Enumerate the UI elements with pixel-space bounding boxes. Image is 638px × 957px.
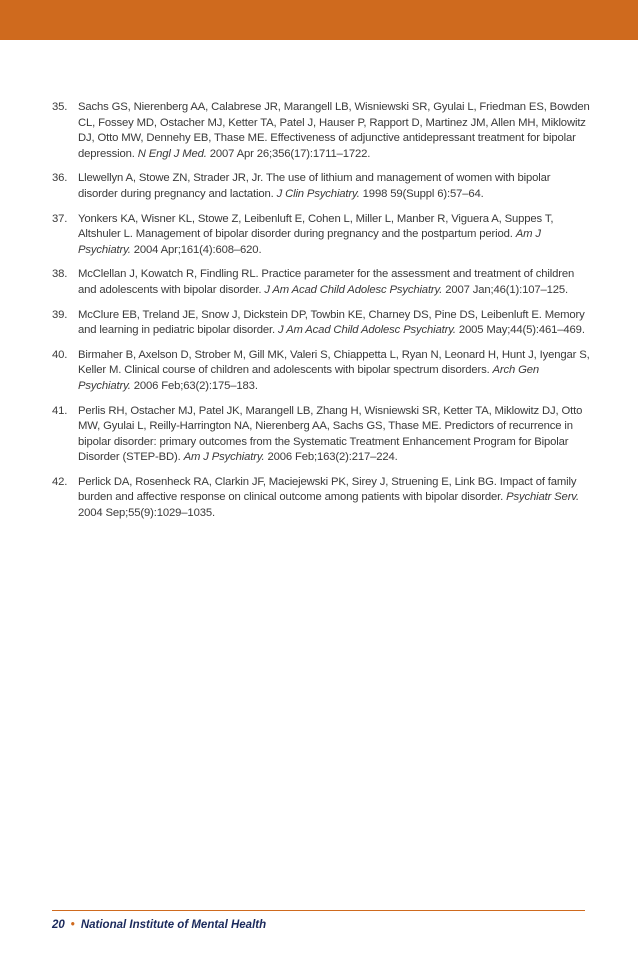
reference-text: Perlick DA, Rosenheck RA, Clarkin JF, Maciejewski PK, Sirey J, Struening E, Link BG. Impact of family burden and affective response on clinical outcome among patients with bipolar disorder.: [78, 475, 577, 504]
reference-journal: J Am Acad Child Adolesc Psychiatry.: [264, 283, 443, 296]
reference-text: Perlis RH, Ostacher MJ, Patel JK, Marangell LB, Zhang H, Wisniewski SR, Ketter TA, Miklowitz DJ, Otto MW, Gyulai L, Reilly-Harrington NA, Nierenberg AA, Sachs GS, Thase ME. Predictors of recurrence in bipolar disorder: primary outcomes from the Systematic Treatment Enhancement Program for Bipolar Disorder (STEP-BD).: [78, 404, 583, 464]
reference-item: [52, 100, 592, 162]
reference-list: [52, 100, 592, 531]
reference-number: 40.: [52, 348, 68, 361]
page-footer: [52, 919, 266, 931]
reference-number: 39.: [52, 308, 68, 321]
reference-journal: Psychiatr Serv.: [506, 491, 579, 504]
reference-item: [52, 212, 592, 259]
reference-citation: 1998 59(Suppl 6):57–64.: [359, 187, 484, 200]
reference-item: [52, 475, 592, 522]
reference-citation: 2004 Sep;55(9):1029–1035.: [78, 507, 215, 520]
reference-text: Yonkers KA, Wisner KL, Stowe Z, Leibenluft E, Cohen L, Miller L, Manber R, Viguera A, Suppes T, Altshuler L. Management of bipolar disorder during pregnancy and the postpartum period.: [78, 212, 554, 241]
reference-text: Llewellyn A, Stowe ZN, Strader JR, Jr. The use of lithium and management of women with bipolar disorder during pregnancy and lactation.: [78, 172, 551, 200]
reference-journal: N Engl J Med.: [137, 147, 207, 160]
reference-journal: Am J Psychiatry.: [78, 228, 541, 256]
reference-number: 41.: [52, 404, 68, 417]
reference-item: [52, 404, 592, 466]
reference-citation: 2007 Apr 26;356(17):1711–1722.: [206, 147, 371, 160]
reference-item: [52, 308, 592, 339]
reference-number: 36.: [52, 172, 68, 185]
reference-text: McClellan J, Kowatch R, Findling RL. Practice parameter for the assessment and treatment of children and adolescents with bipolar disorder.: [78, 268, 575, 296]
reference-number: 35.: [52, 101, 68, 113]
reference-number: 38.: [52, 268, 68, 281]
footer-separator: •: [70, 919, 75, 931]
page-number: 20: [52, 919, 65, 931]
publisher-name: National Institute of Mental Health: [80, 919, 267, 931]
reference-number: 37.: [52, 212, 68, 225]
reference-journal: J Am Acad Child Adolesc Psychiatry.: [278, 324, 456, 337]
header-band: [0, 0, 638, 40]
reference-number: 42.: [52, 475, 68, 488]
reference-item: [52, 348, 592, 395]
reference-citation: 2007 Jan;46(1):107–125.: [442, 283, 568, 296]
reference-item: [52, 171, 592, 202]
reference-item: [52, 267, 592, 298]
reference-text: McClure EB, Treland JE, Snow J, Dickstein DP, Towbin KE, Charney DS, Pine DS, Leibenluft E. Memory and learning in pediatric bipolar disorder.: [78, 308, 585, 337]
reference-citation: 2004 Apr;161(4):608–620.: [130, 243, 262, 256]
footer-divider: [52, 910, 585, 911]
reference-citation: 2006 Feb;163(2):217–224.: [264, 451, 398, 464]
reference-citation: 2006 Feb;63(2):175–183.: [130, 379, 258, 392]
reference-citation: 2005 May;44(5):461–469.: [455, 324, 585, 337]
reference-journal: Arch Gen Psychiatry.: [78, 364, 540, 392]
reference-text: Sachs GS, Nierenberg AA, Calabrese JR, Marangell LB, Wisniewski SR, Gyulai L, Friedman ES, Bowden CL, Fossey MD, Ostacher MJ, Ketter TA, Patel J, Hauser P, Rapport D, Martinez JM, Allen MH, Miklowitz DJ, Otto MW, Dennehy EB, Thase ME. Effectiveness of adjunctive antidepressant treatment for bipolar depression.: [78, 101, 590, 160]
reference-text: Birmaher B, Axelson D, Strober M, Gill MK, Valeri S, Chiappetta L, Ryan N, Leonard H, Hunt J, Iyengar S, Keller M. Clinical course of children and adolescents with bipolar spectrum disorders.: [78, 348, 590, 377]
reference-journal: J Clin Psychiatry.: [276, 187, 360, 200]
reference-journal: Am J Psychiatry.: [183, 451, 265, 464]
